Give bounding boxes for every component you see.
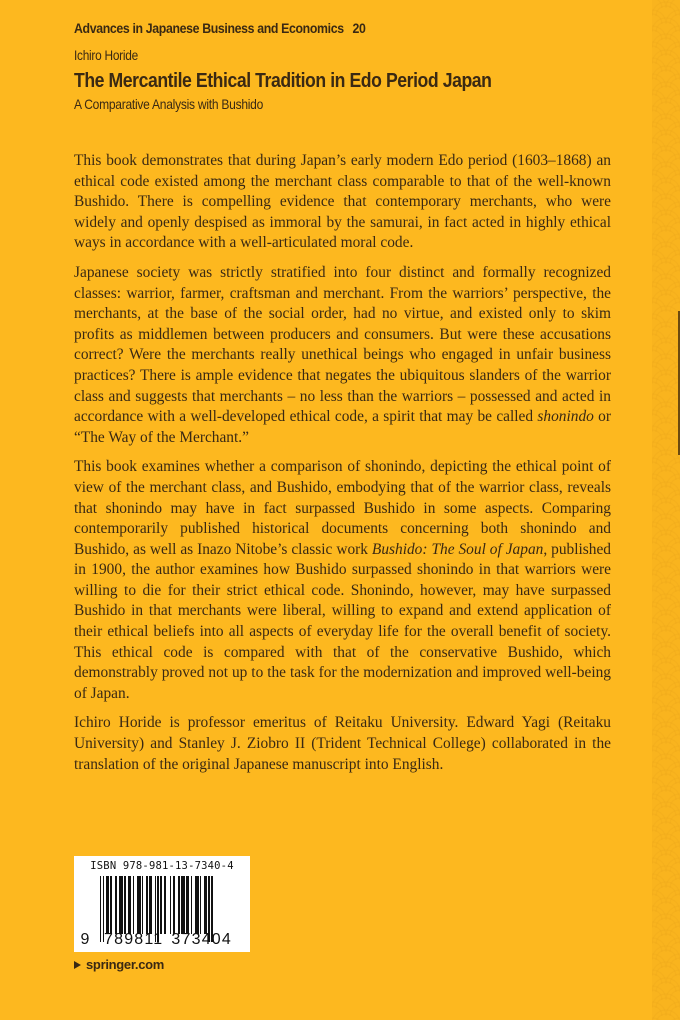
seigaiha-wave-pattern bbox=[652, 0, 680, 1020]
paragraph-2-post: or “The Way of the Merchant.” bbox=[74, 408, 611, 446]
series-name: Advances in Japanese Business and Economics bbox=[74, 20, 344, 36]
series-number: 20 bbox=[352, 20, 366, 36]
paragraph-2-italic: shonindo bbox=[537, 408, 594, 426]
paragraph-2-pre: Japanese society was strictly stratified into four distinct and formally recognized classes: warrior, farmer, craftsman and merchant. From the warriors’ perspective, the merchants, at the base of the social order, had no virtue, and existed only to skim profits as middlemen between producers and consumers. But were these accusations correct? Were the merchants really unethical beings who engaged in unfair business practices? There is ample evidence that negates the ubiquitous slanders of the warrior class and suggests that merchants – no less than the warriors – possessed and acted in accordance with a well-developed ethical code, a spirit that may be called bbox=[74, 263, 611, 426]
series-line bbox=[74, 18, 501, 38]
cover-header bbox=[74, 18, 559, 114]
paragraph-3-pre: This book examines whether a comparison of shonindo, depicting the ethical point of view of the merchant class, and Bushido, embodying that of the warrior class, reveals that shonindo may have in fact surpassed Bushido in some aspects. Comparing contemporarily published historical documents concerning both shonindo and Bushido, as well as Inazo Nitobe’s classic work bbox=[74, 458, 611, 558]
publisher-link[interactable] bbox=[74, 957, 164, 972]
isbn-barcode bbox=[74, 856, 250, 952]
barcode-digits bbox=[74, 931, 250, 949]
paragraph-1: This book demonstrates that during Japan’s early modern Edo period (1603–1868) an ethical code existed among the merchant class comparable to that of the well-known Bushido. There is compelling evidence that contemporary merchants, who were widely and openly despised as immoral by the samurai, in fact acted in highly ethical ways in accordance with a well-articulated moral code. bbox=[74, 152, 611, 252]
paragraph-4: Ichiro Horide is professor emeritus of Reitaku University. Edward Yagi (Reitaku University) and Stanley J. Ziobro II (Trident Technical College) collaborated in the translation of the original Japanese manuscript into English. bbox=[74, 714, 611, 773]
paragraph-3-post: , published in 1900, the author examines how Bushido surpassed shonindo in that warriors were willing to die for their strict ethical code. Shonindo, however, may have surpassed Bushido in that merchants were liberal, willing to expand and extend application of their ethical beliefs into all aspects of everyday life for the overall benefit of society. This ethical code is compared with that of the conservative Bushido, which demonstrably proved not up to the task for the modernization and improved well-being of Japan. bbox=[74, 540, 611, 702]
barcode-digit-group-2: 373404 bbox=[171, 931, 232, 948]
isbn-label: ISBN 978-981-13-7340-4 bbox=[90, 860, 234, 872]
blurb-text bbox=[74, 151, 611, 784]
publisher-url[interactable]: springer.com bbox=[86, 957, 165, 972]
barcode-digit-group-1: 789811 bbox=[104, 931, 164, 948]
barcode-bars-icon bbox=[100, 876, 240, 934]
barcode-digit-first: 9 bbox=[80, 931, 90, 948]
paragraph-3 bbox=[74, 457, 611, 704]
paragraph-3-italic: Bushido: The Soul of Japan bbox=[371, 540, 544, 558]
book-subtitle: A Comparative Analysis with Bushido bbox=[74, 96, 264, 112]
author-name: Ichiro Horide bbox=[74, 48, 138, 63]
paragraph-2 bbox=[74, 263, 611, 448]
triangle-right-icon bbox=[74, 961, 81, 969]
book-title: The Mercantile Ethical Tradition in Edo Period Japan bbox=[74, 69, 492, 92]
